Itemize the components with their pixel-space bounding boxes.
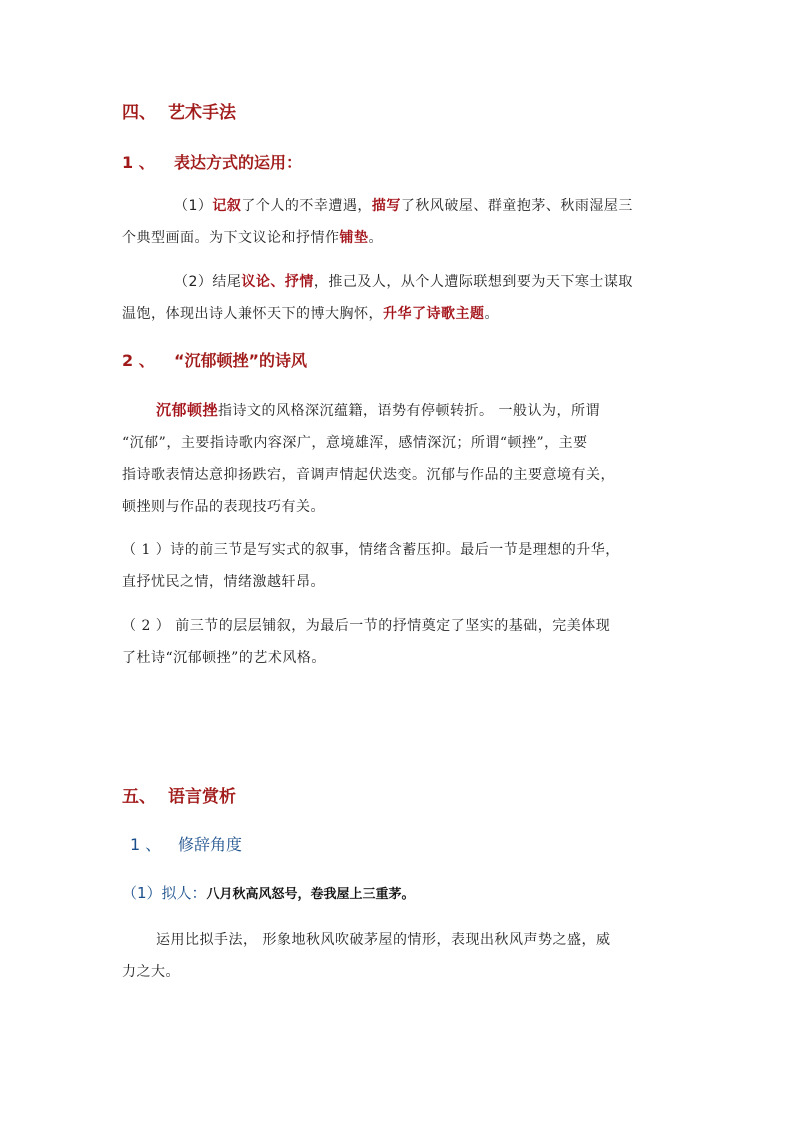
item-marker: （1） [174,198,213,214]
section-number: 四、 [122,103,156,123]
text: 顿挫则与作品的表现技巧有关。 [122,499,325,515]
poem-quote: 八月秋高风怒号，卷我屋上三重茅。 [206,887,415,902]
text: 运用比拟手法， 形象地秋风吹破茅屋的情形，表现出秋风声势之盛，威 [156,932,611,948]
text: 了个人的不幸遭遇， [241,198,372,214]
keyword: 议论、抒情 [241,274,314,290]
text: 温饱，体现出诗人兼怀天下的博大胸怀， [122,306,383,322]
section-title: 艺术手法 [168,103,236,123]
section-heading-5 [122,782,236,807]
subheading-number: 1 、 [130,835,162,854]
keyword: 记叙 [212,198,242,214]
subheading-title: 修辞角度 [178,835,243,854]
section-title: 语言赏析 [168,787,236,807]
text: 直抒忧民之情，情绪激越轩昂。 [122,574,325,590]
text: 了秋风破屋、群童抱茅、秋雨湿屋三 [400,198,633,214]
paragraph-personification-analysis [122,924,678,988]
section-number: 五、 [122,787,156,807]
text: ，推己及人，从个人遭际联想到要为天下寒士谋取 [313,274,633,290]
paragraph-point-1 [122,534,678,598]
text: 。 [484,306,499,322]
subheading-title: 表达方式的运用： [174,153,303,172]
text: （ 1 ）诗的前三节是写实式的叙事，情绪含蓄压抑。最后一节是理想的升华， [122,542,620,558]
keyword: 铺垫 [339,230,369,246]
subheading-number: 2 、 [122,351,155,370]
text: “沉郁”，主要指诗歌内容深广，意境雄浑，感情深沉；所谓“顿挫”，主要 [122,435,588,451]
paragraph-conclusion [122,266,678,330]
subheading-4-2 [122,348,307,371]
subheading-title: “沉郁顿挫”的诗风 [174,351,308,370]
text: 指诗文的风格深沉蕴籍，语势有停顿转折。 一般认为，所谓 [218,403,600,419]
text: 了杜诗“沉郁顿挫”的艺术风格。 [122,650,326,666]
rhetoric-item-personification [122,882,415,903]
keyword: 升华了诗歌主题 [383,306,485,322]
paragraph-narration [122,190,678,254]
item-marker: （2）结尾 [174,274,242,290]
text: 个典型画面。为下文议论和抒情作 [122,230,340,246]
paragraph-point-2 [122,610,678,674]
keyword: 沉郁顿挫 [156,401,219,419]
section-heading-4 [122,98,236,123]
paragraph-style-definition [122,394,678,523]
keyword: 描写 [371,198,401,214]
text: 指诗歌表情达意抑扬跌宕，音调声情起伏迭变。沉郁与作品的主要意境有关， [122,467,615,483]
text: 。 [368,230,383,246]
subheading-number: 1 、 [122,153,155,172]
item-label: （1）拟人： [122,884,207,902]
subheading-5-1 [130,832,242,855]
subheading-4-1 [122,150,302,173]
text: 力之大。 [122,964,180,980]
text: （ 2 ） 前三节的层层铺叙，为最后一节的抒情奠定了坚实的基础，完美体现 [122,618,611,634]
